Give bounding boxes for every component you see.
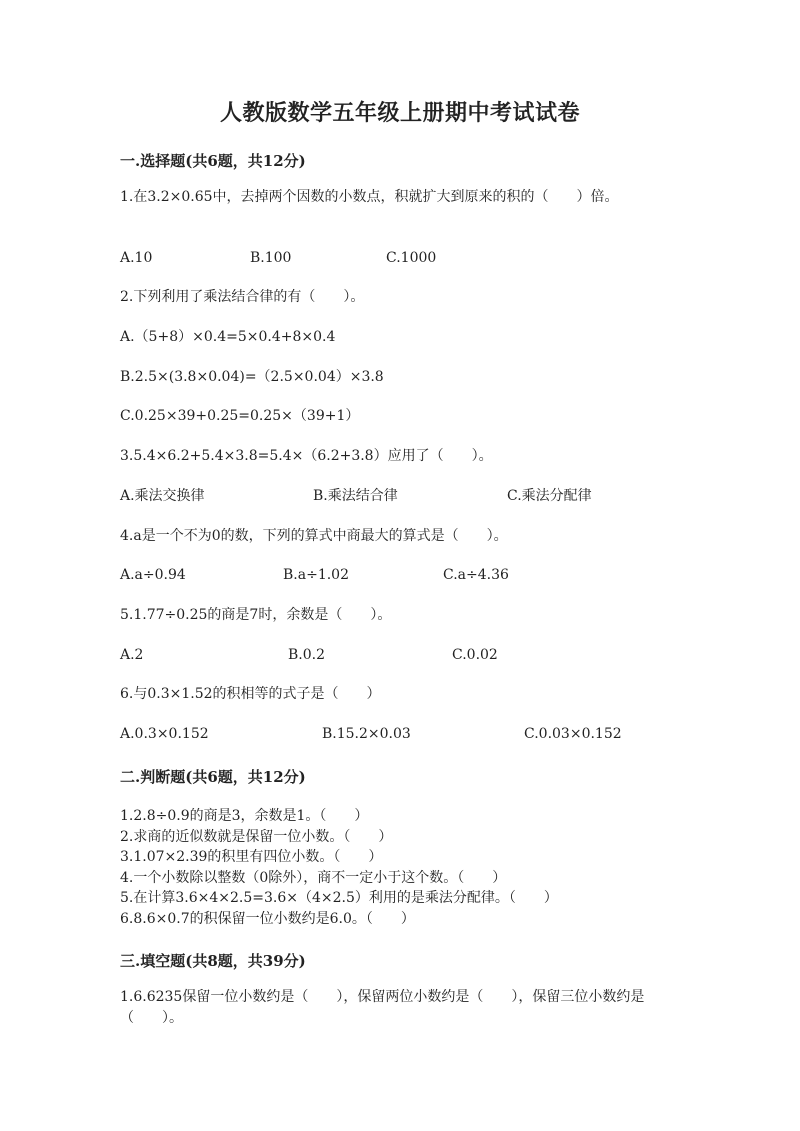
question-5-option-b: B.0.2 [288, 647, 326, 663]
page-title: 人教版数学五年级上册期中考试试卷 [219, 100, 580, 126]
fill-blank-question-1: 1.6.6235保留一位小数约是（ ），保留两位小数约是（ ），保留三位小数约是（ ）。 [120, 989, 645, 1026]
question-4-option-c: C.a÷4.36 [443, 567, 509, 583]
question-6-option-c: C.0.03×0.152 [524, 726, 622, 742]
true-false-item-2: 2.求商的近似数就是保留一位小数。（ ） [120, 828, 393, 845]
question-1-option-c: C.1000 [386, 250, 437, 266]
question-2-option-b: B.2.5×(3.8×0.04)=（2.5×0.04）×3.8 [120, 369, 384, 385]
question-2-option-a: A.（5+8）×0.4=5×0.4+8×0.4 [120, 329, 336, 345]
question-2-stem: 2.下列利用了乘法结合律的有（ ）。 [120, 289, 365, 305]
true-false-item-6: 6.8.6×0.7的积保留一位小数约是6.0。（ ） [120, 910, 415, 927]
question-2-option-c: C.0.25×39+0.25=0.25×（39+1） [120, 408, 360, 424]
section-heading-choice: 一.选择题(共6题，共12分) [120, 152, 306, 170]
question-3-option-c: C.乘法分配律 [507, 488, 592, 504]
question-1-stem: 1.在3.2×0.65中，去掉两个因数的小数点，积就扩大到原来的积的（ ）倍。 [120, 189, 619, 205]
question-5-option-a: A.2 [120, 647, 144, 663]
question-6-stem: 6.与0.3×1.52的积相等的式子是（ ） [120, 686, 381, 702]
question-4-option-a: A.a÷0.94 [120, 567, 186, 583]
question-3-stem: 3.5.4×6.2+5.4×3.8=5.4×（6.2+3.8）应用了（ ）。 [120, 448, 493, 464]
question-6-option-b: B.15.2×0.03 [322, 726, 411, 742]
question-1-option-b: B.100 [250, 250, 292, 266]
true-false-item-1: 1.2.8÷0.9的商是3，余数是1。（ ） [120, 808, 369, 824]
true-false-list [120, 806, 558, 929]
question-3-option-b: B.乘法结合律 [313, 488, 398, 504]
question-4-stem: 4.a是一个不为0的数，下列的算式中商最大的算式是（ ）。 [120, 528, 508, 544]
question-5-stem: 5.1.77÷0.25的商是7时，余数是（ ）。 [120, 607, 392, 623]
true-false-item-3: 3.1.07×2.39的积里有四位小数。（ ） [120, 849, 383, 865]
true-false-item-5: 5.在计算3.6×4×2.5=3.6×（4×2.5）利用的是乘法分配律。（ ） [120, 890, 558, 906]
section-heading-true-false: 二.判断题(共6题，共12分) [120, 768, 306, 786]
question-5-option-c: C.0.02 [452, 647, 498, 663]
question-6-option-a: A.0.3×0.152 [120, 726, 209, 742]
true-false-item-4: 4.一个小数除以整数（0除外），商不一定小于这个数。（ ） [120, 869, 507, 886]
question-1-option-a: A.10 [120, 250, 153, 266]
section-heading-fill-blank: 三.填空题(共8题，共39分) [120, 952, 306, 970]
question-4-option-b: B.a÷1.02 [283, 567, 349, 583]
question-3-option-a: A.乘法交换律 [120, 488, 205, 504]
